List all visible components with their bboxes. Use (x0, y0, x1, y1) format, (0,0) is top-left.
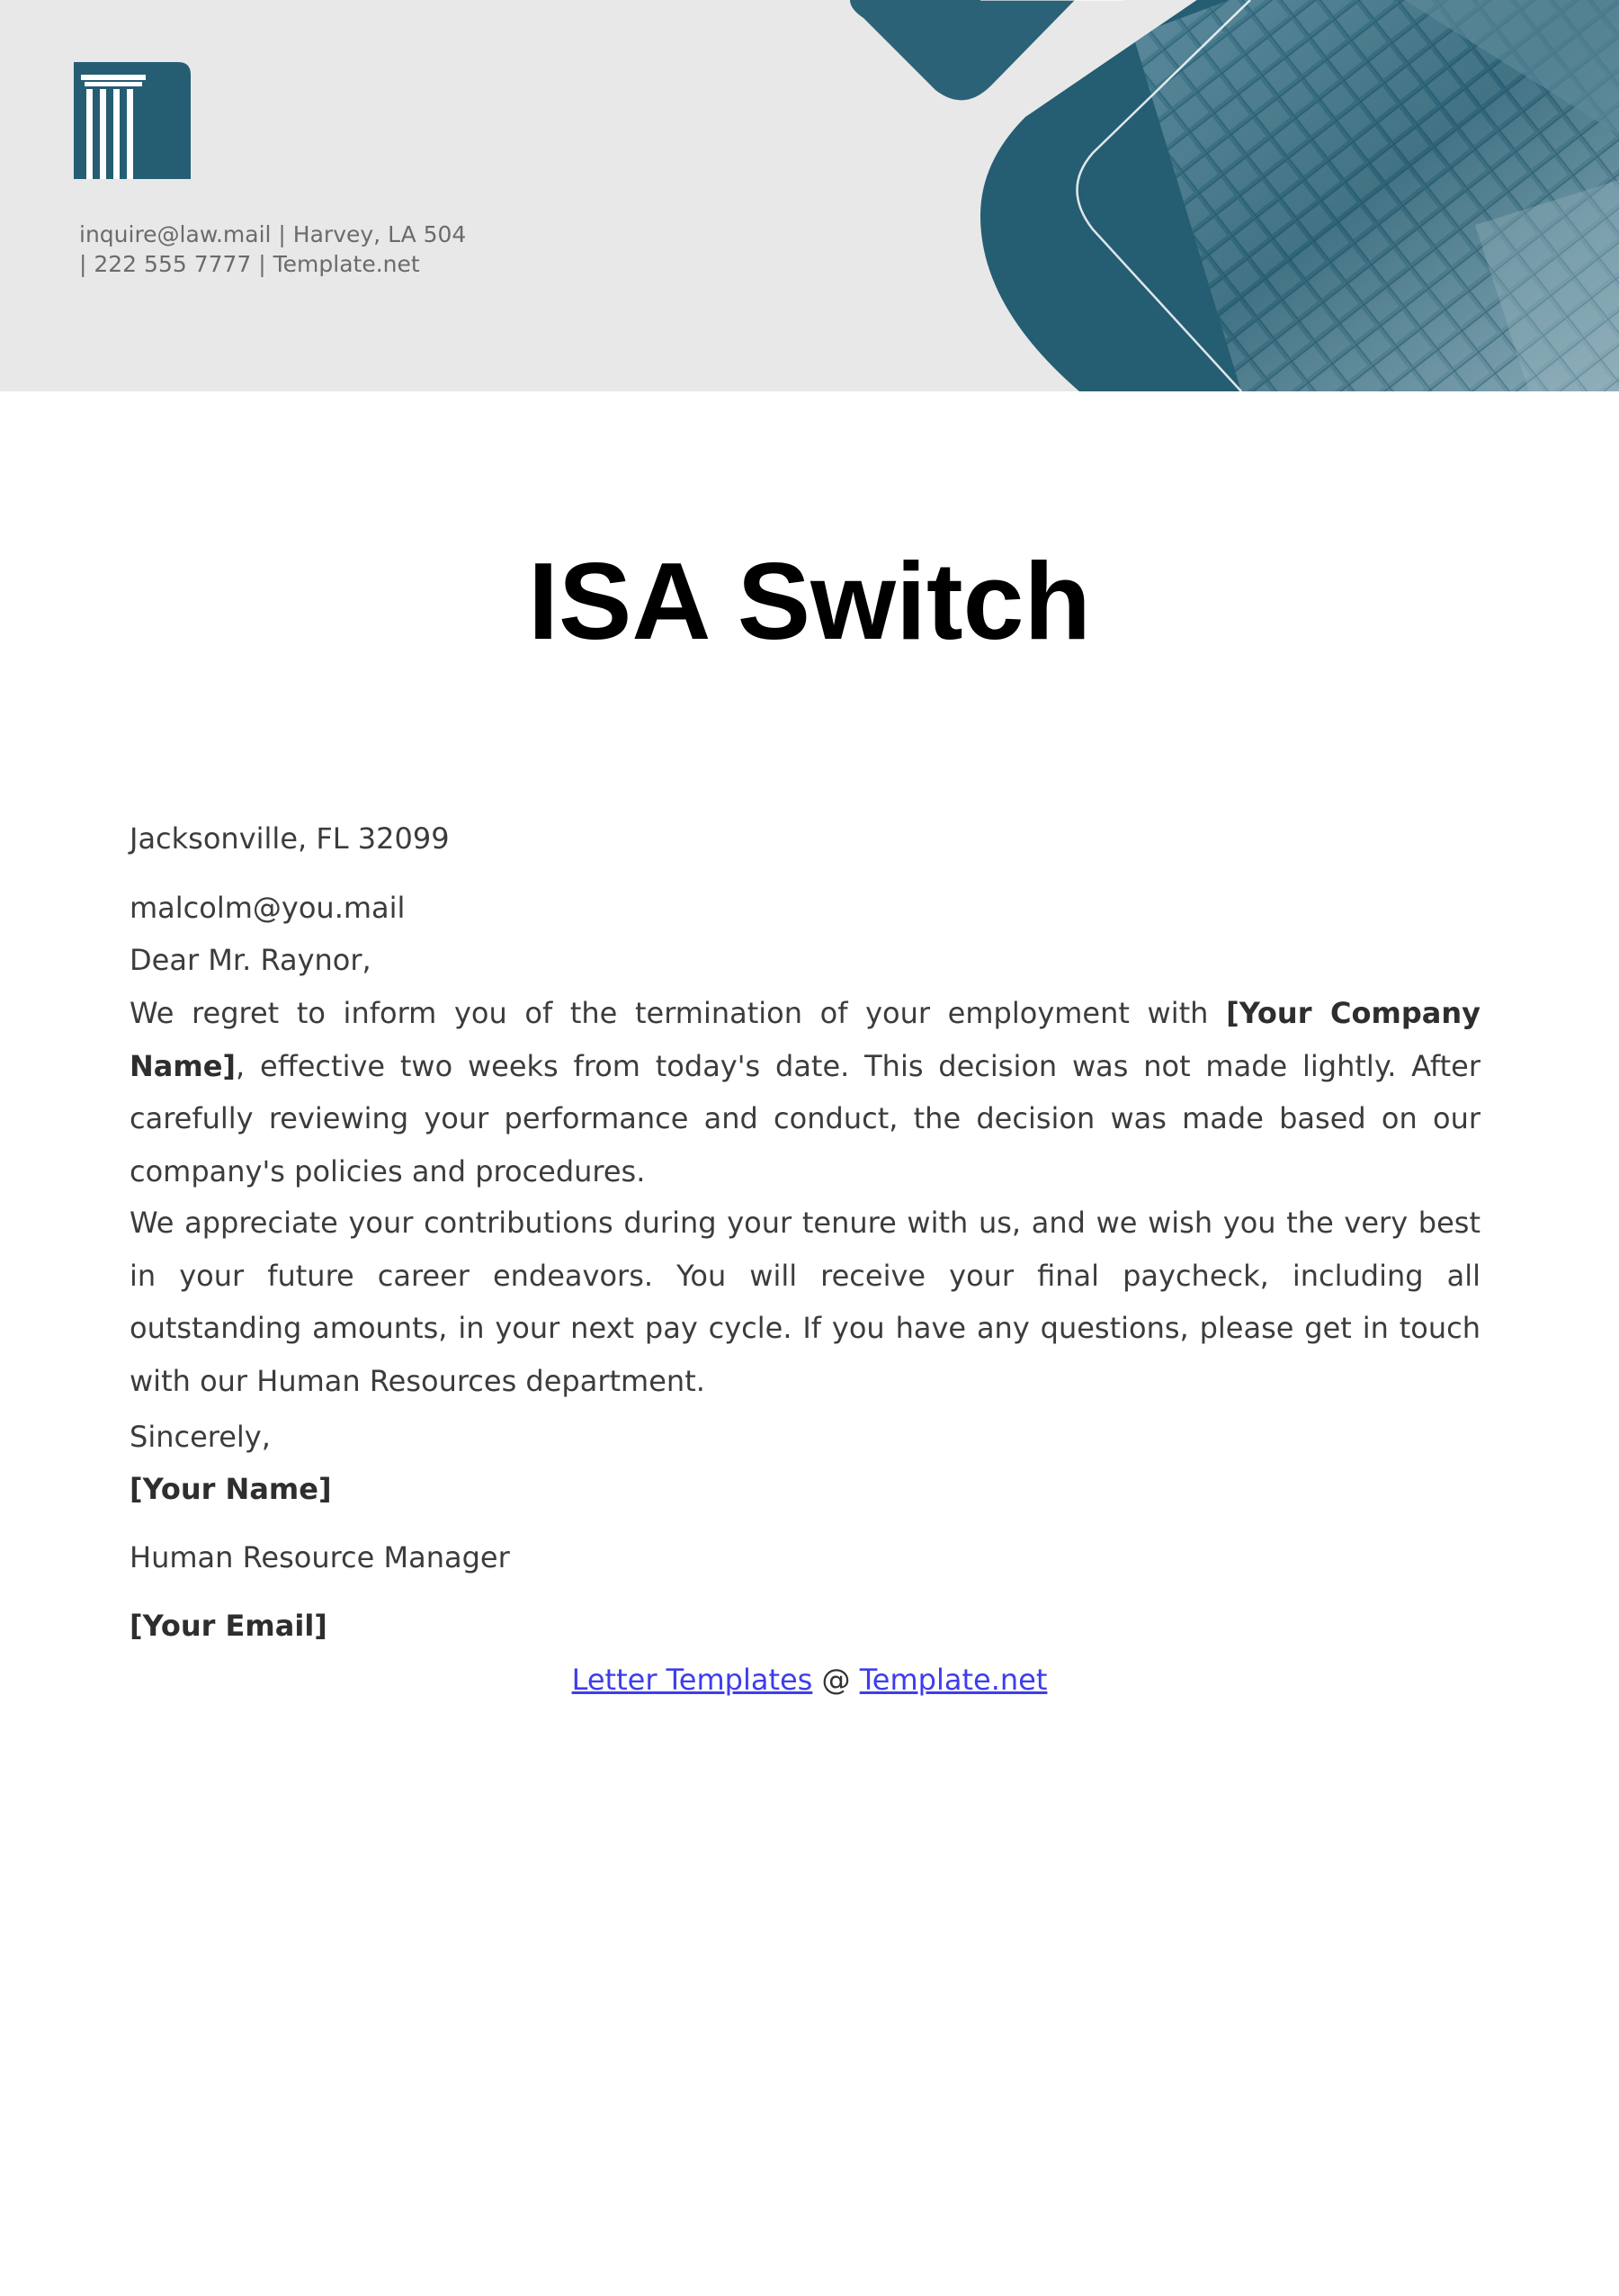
sender-name-placeholder: [Your Name] (130, 1472, 332, 1506)
building-graphic (0, 0, 1619, 391)
letterhead-banner (0, 0, 1619, 391)
document-title: ISA Switch (528, 540, 1091, 662)
letterhead-contact (79, 220, 466, 279)
template-net-link[interactable]: Template.net (859, 1663, 1048, 1697)
closing: Sincerely, (130, 1420, 271, 1454)
salutation: Dear Mr. Raynor, (130, 943, 371, 977)
paragraph-1 (130, 987, 1480, 1197)
recipient-email: malcolm@you.mail (130, 891, 406, 925)
contact-line-2: | 222 555 7777 | Template.net (79, 251, 420, 277)
sender-email-placeholder: [Your Email] (130, 1609, 327, 1643)
paragraph-1-end: , effective two weeks from today's date. This decision was not made lightly. After carefully reviewing your performance and conduct, the decision was made based on our company's policies and procedures. (130, 1048, 1480, 1188)
paragraph-1-start: We regret to inform you of the termination of your employment with (130, 996, 1227, 1030)
paragraph-2: We appreciate your contributions during your tenure with us, and we wish you the very best in your future career endeavors. You will receive your final paycheck, including all outstanding amounts, in your next pay cycle. If you have any questions, please get in touch with our Human Resources department. (130, 1206, 1480, 1398)
company-name-placeholder: [Your Company Name] (130, 996, 1481, 1083)
recipient-address: Jacksonville, FL 32099 (130, 821, 450, 856)
footer-separator: @ (821, 1663, 851, 1697)
letter-templates-link[interactable]: Letter Templates (571, 1663, 813, 1697)
pillar-logo-icon (74, 62, 191, 179)
sender-title: Human Resource Manager (130, 1540, 510, 1574)
footer-links (0, 1663, 1619, 1697)
contact-line-1: inquire@law.mail | Harvey, LA 504 (79, 221, 467, 247)
